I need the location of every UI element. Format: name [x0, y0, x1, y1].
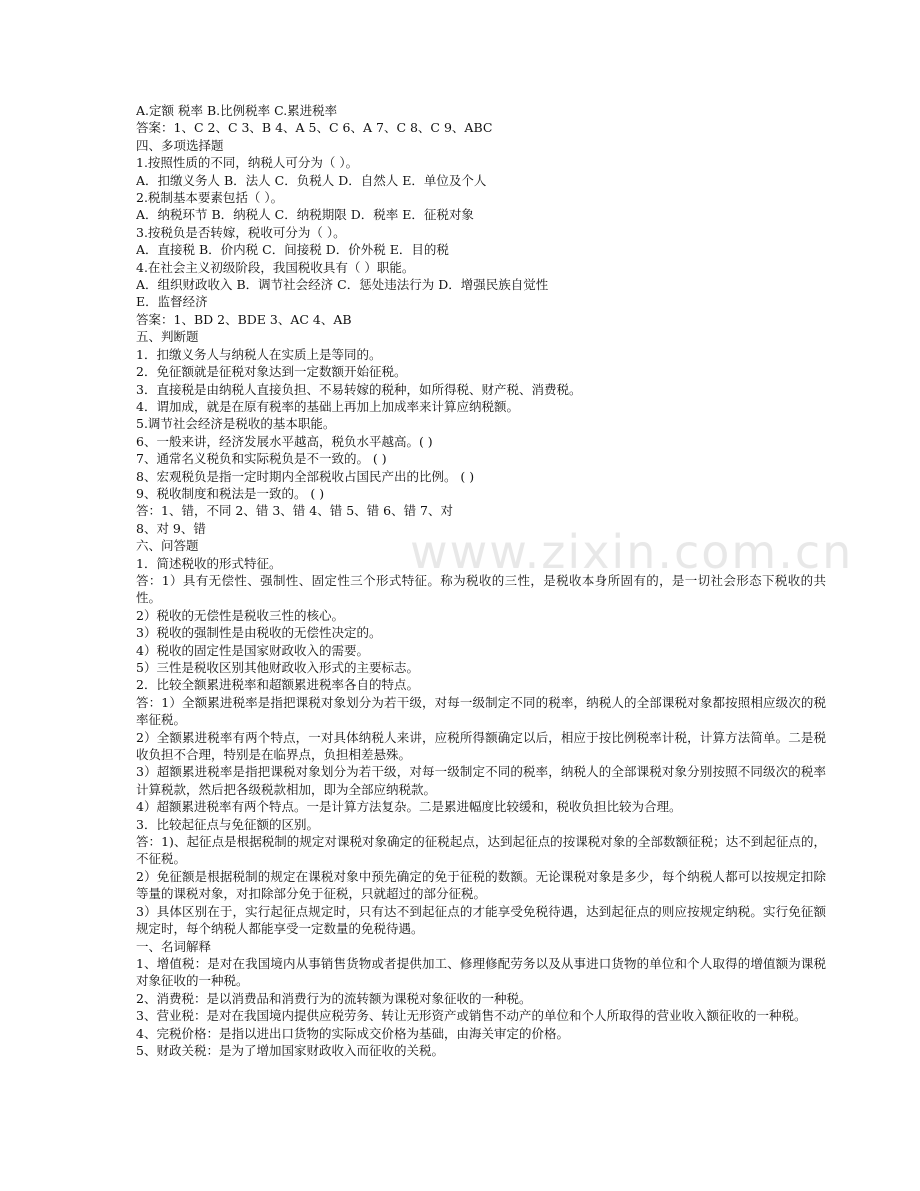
- text-line: A.定额 税率 B.比例税率 C.累进税率: [136, 103, 338, 118]
- text-paragraph: 答：1）具有无偿性、强制性、固定性三个形式特征。称为税收的三性，是税收本身所固有的，是一切社会形态下税收的共性。: [136, 572, 826, 606]
- text-paragraph: 3、营业税：是对在我国境内提供应税劳务、转让无形资产或销售不动产的单位和个人所取得的营业收入额征收的一种税。: [136, 1008, 807, 1024]
- text-paragraph: 3）超额累进税率是指把课税对象划分为若干级，对每一级制定不同的税率，纳税人的全部课税对象分别按照不同级次的税率计算税款，然后把各级税款相加，即为全部应纳税款。: [136, 764, 826, 797]
- text-line: 6、一般来讲，经济发展水平越高，税负水平越高。( ): [136, 433, 433, 449]
- text-line: 7、通常名义税负和实际税负是不一致的。 ( ): [136, 451, 387, 467]
- text-line: 四、多项选择题: [136, 137, 224, 153]
- text-paragraph: 1、增值税：是对在我国境内从事销售货物或者提供加工、修理修配劳务以及从事进口货物的单位和个人取得的增值额为课税对象征收的一种税。: [136, 955, 826, 989]
- text-paragraph: 3）具体区别在于，实行起征点规定时，只有达不到起征点的才能享受免税待遇，达到起征点的则应按规定纳税。实行免征额规定时，每个纳税人都能享受一定数量的免税待遇。: [136, 903, 826, 937]
- text-paragraph: 答：1)、起征点是根据税制的规定对课税对象确定的征税起点，达到起征点的按课税对象的全部数额征税；达不到起征点的，不征税。: [136, 834, 826, 867]
- text-line: A．纳税环节 B．纳税人 C．纳税期限 D．税率 E．征税对象: [136, 207, 474, 223]
- text-line: 9、税收制度和税法是一致的。 ( ): [136, 485, 325, 501]
- document-body: [136, 102, 826, 1059]
- watermark: www.zixin.com.cn: [410, 525, 854, 579]
- text-line: 2.税制基本要素包括（ ）。: [136, 190, 284, 206]
- text-line: 2）税收的无偿性是税收三性的核心。: [136, 607, 344, 623]
- text-line: 答案：1、BD 2、BDE 3、AC 4、AB: [136, 311, 352, 327]
- text-paragraph: 答：1）全额累进税率是指把课税对象划分为若干级，对每一级制定不同的税率，纳税人的全部课税对象都按照相应级次的税率征税。: [136, 694, 826, 728]
- text-line: 一、名词解释: [136, 938, 212, 954]
- text-paragraph: 2）全额累进税率有两个特点，一对具体纳税人来讲，应税所得额确定以后，相应于按比例税率计税，计算方法简单。二是税收负担不合理，特别是在临界点，负担相差悬殊。: [136, 729, 826, 763]
- text-line: 3．直接税是由纳税人直接负担、不易转嫁的税种，如所得税、财产税、消费税。: [136, 381, 582, 397]
- text-line: 8、对 9、错: [136, 520, 206, 536]
- text-line: 4、完税价格：是指以进出口货物的实际成交价格为基础，由海关审定的价格。: [136, 1025, 569, 1041]
- text-line: 2．比较全额累进税率和超额累进税率各自的特点。: [136, 677, 419, 693]
- text-line: A．组织财政收入 B．调节社会经济 C．惩处违法行为 D．增强民族自觉性: [136, 277, 549, 293]
- text-line: 1.按照性质的不同，纳税人可分为（ ）。: [136, 155, 359, 171]
- text-paragraph: 2）免征额是根据税制的规定在课税对象中预先确定的免于征税的数额。无论课税对象是多少，每个纳税人都可以按规定扣除等量的课税对象，对扣除部分免于征税，只就超过的部分征税。: [136, 868, 826, 902]
- text-line: 3）税收的强制性是由税收的无偿性决定的。: [136, 625, 382, 641]
- text-line: 1．简述税收的形式特征。: [136, 555, 282, 571]
- text-line: 3.按税负是否转嫁，税收可分为（ ）。: [136, 224, 346, 240]
- text-line: 1．扣缴义务人与纳税人在实质上是等同的。: [136, 346, 382, 362]
- text-line: 2．免征额就是征税对象达到一定数额开始征税。: [136, 364, 407, 380]
- text-line: 5）三性是税收区别其他财政收入形式的主要标志。: [136, 660, 419, 675]
- text-line: 答案：1、C 2、C 3、B 4、A 5、C 6、A 7、C 8、C 9、ABC: [136, 120, 493, 136]
- text-line: E．监督经济: [136, 294, 208, 310]
- text-line: 3．比较起征点与免征额的区别。: [136, 816, 319, 832]
- text-line: 8、宏观税负是指一定时期内全部税收占国民产出的比例。 ( ): [136, 468, 475, 484]
- text-line: A．扣缴义务人 B．法人 C．负税人 D．自然人 E．单位及个人: [136, 172, 487, 188]
- text-line: 5.调节社会经济是税收的基本职能。: [136, 416, 336, 432]
- text-line: 2、消费税：是以消费品和消费行为的流转额为课税对象征收的一种税。: [136, 990, 532, 1006]
- text-line: 答：1、错，不同 2、错 3、错 4、错 5、错 6、错 7、对: [136, 503, 454, 519]
- text-line: 4）超额累进税率有两个特点。一是计算方法复杂。二是累进幅度比较缓和，税收负担比较为合理。: [136, 799, 682, 815]
- text-line: 五、判断题: [136, 329, 199, 345]
- text-line: 六、问答题: [136, 538, 199, 554]
- text-line: 4．谓加成，就是在原有税率的基础上再加上加成率来计算应纳税额。: [136, 398, 519, 414]
- text-line: A．直接税 B．价内税 C．间接税 D．价外税 E．目的税: [136, 242, 449, 258]
- text-line: 5、财政关税：是为了增加国家财政收入而征收的关税。: [136, 1042, 444, 1058]
- text-line: 4.在社会主义初级阶段，我国税收具有（ ）职能。: [136, 259, 415, 275]
- text-line: 4）税收的固定性是国家财政收入的需要。: [136, 642, 369, 658]
